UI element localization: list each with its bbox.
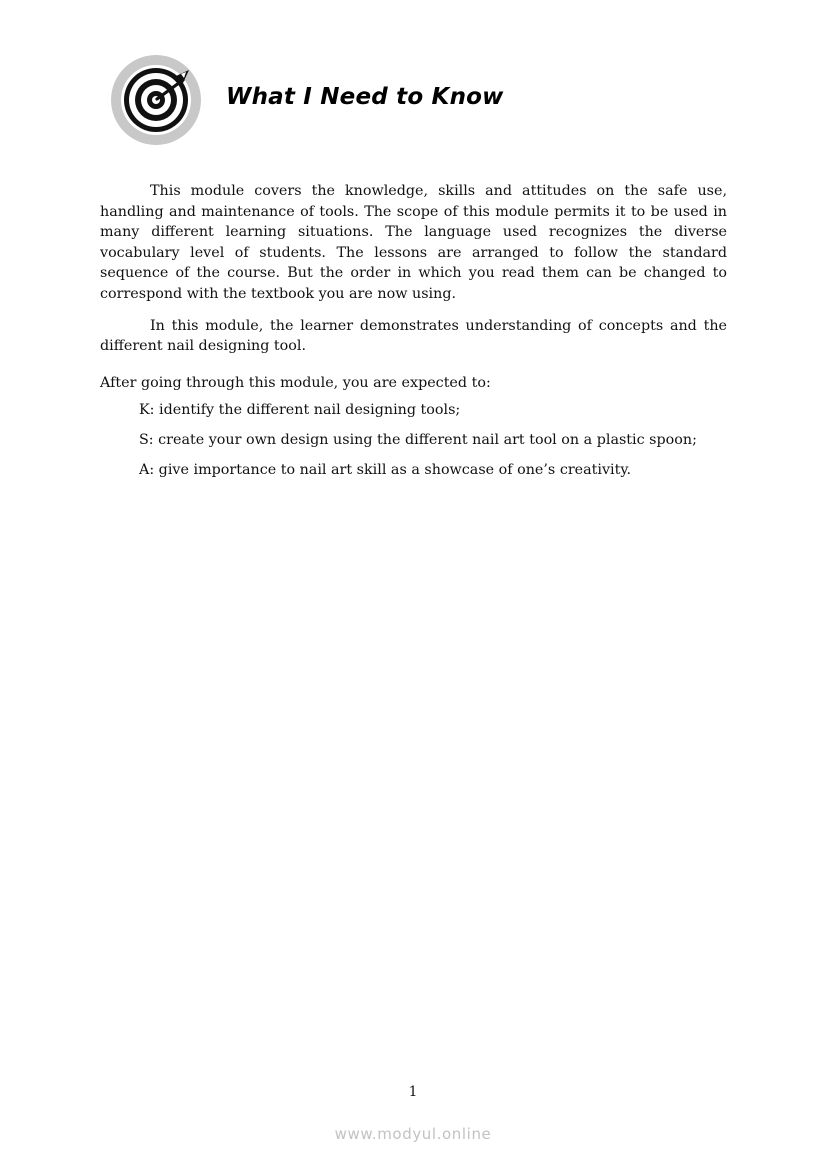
- objectives-list: [100, 400, 727, 480]
- objective-knowledge: K: identify the different nail designing tools;: [139, 402, 461, 419]
- objectives-lead: After going through this module, you are expected to:: [100, 374, 491, 391]
- intro-paragraph: This module covers the knowledge, skills and attitudes on the safe use, handling and maintenance of tools. The scope of this module permits it to be used in many different learning situations. The language used recognizes the diverse vocabulary level of students. The lessons are arranged to follow the standard sequence of the course. But the order in which you read them can be changed to correspond with the textbook you are now using.: [100, 183, 727, 302]
- target-icon: [110, 54, 202, 146]
- objective-skill: S: create your own design using the different nail art tool on a plastic spoon;: [139, 431, 697, 448]
- page-number: 1: [408, 1084, 418, 1100]
- module-description: [100, 181, 727, 489]
- learner-paragraph: In this module, the learner demonstrates understanding of concepts and the different nail designing tool.: [100, 317, 727, 355]
- page-title: What I Need to Know: [226, 84, 504, 110]
- objective-attitude: A: give importance to nail art skill as a showcase of one’s creativity.: [139, 461, 632, 478]
- watermark: www.modyul.online: [334, 1125, 492, 1143]
